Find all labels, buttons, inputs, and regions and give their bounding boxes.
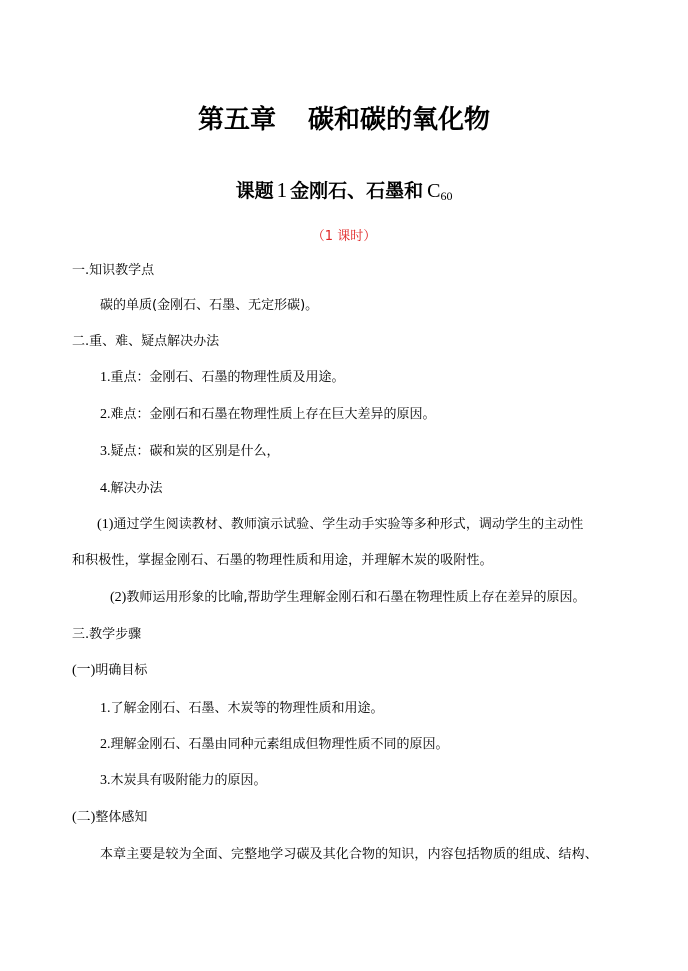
section-heading: 一.知识教学点 xyxy=(72,263,155,278)
list-text: 解决办法 xyxy=(110,481,163,496)
section-heading: 三.教学步骤 xyxy=(72,627,142,642)
chemical-formula xyxy=(427,180,452,202)
list-item xyxy=(100,407,436,423)
list-number: 3. xyxy=(100,444,111,459)
list-item xyxy=(100,481,163,497)
list-text: 疑点：碳和炭的区别是什么， xyxy=(110,444,280,459)
list-number: 4. xyxy=(100,481,111,496)
list-number: 1. xyxy=(100,370,111,385)
section-heading: 二.重、难、疑点解决办法 xyxy=(72,334,220,349)
lesson-name: 金刚石、石墨和 xyxy=(290,180,424,202)
paragraph: 本章主要是较为全面、完整地学习碳及其化合物的知识，内容包括物质的组成、结构、 xyxy=(100,847,598,862)
list-number: 2. xyxy=(100,407,111,422)
chapter-number: 第五章 xyxy=(197,105,276,135)
list-item xyxy=(100,701,384,717)
lesson-title xyxy=(0,176,688,210)
list-item xyxy=(100,737,449,753)
chemical-subscript: 60 xyxy=(440,189,453,203)
list-text: 重点：金刚石、石墨的物理性质及用途。 xyxy=(110,370,345,385)
subsection-heading xyxy=(72,663,147,679)
lesson-prefix: 课题 xyxy=(235,180,274,202)
subsection-number: (二) xyxy=(72,810,96,825)
list-item xyxy=(100,444,280,460)
list-number: 1. xyxy=(100,701,111,716)
list-number: (2) xyxy=(110,590,127,605)
list-item xyxy=(100,370,345,386)
paragraph-text: 教师运用形象的比喻,帮助学生理解金刚石和石墨在物理性质上存在差异的原因。 xyxy=(126,590,586,605)
list-text: 木炭具有吸附能力的原因。 xyxy=(110,773,267,788)
subsection-heading xyxy=(72,810,147,826)
paragraph: 碳的单质(金刚石、石墨、无定形碳)。 xyxy=(100,298,319,313)
paragraph-text: 通过学生阅读教材、教师演示试验、学生动手实验等多种形式，调动学生的主动性 xyxy=(113,517,584,532)
list-text: 难点：金刚石和石墨在物理性质上存在巨大差异的原因。 xyxy=(110,407,436,422)
list-text: 了解金刚石、石墨、木炭等的物理性质和用途。 xyxy=(110,701,384,716)
list-number: (1) xyxy=(97,517,114,532)
paragraph xyxy=(110,590,585,606)
list-item xyxy=(100,773,267,789)
chapter-name: 碳和碳的氧化物 xyxy=(308,105,491,135)
chemical-symbol: C xyxy=(427,180,441,202)
list-number: 2. xyxy=(100,737,111,752)
chapter-title xyxy=(0,103,688,137)
subsection-title: 整体感知 xyxy=(95,810,148,825)
class-hours: （1 课时） xyxy=(311,229,377,244)
lesson-number: 1 xyxy=(276,178,288,202)
paragraph xyxy=(97,517,583,533)
subsection-number: (一) xyxy=(72,663,96,678)
paragraph-continuation: 和积极性，掌握金刚石、石墨的物理性质和用途，并理解木炭的吸附性。 xyxy=(72,553,493,568)
subsection-title: 明确目标 xyxy=(95,663,148,678)
list-number: 3. xyxy=(100,773,111,788)
list-text: 理解金刚石、石墨由同种元素组成但物理性质不同的原因。 xyxy=(110,737,449,752)
